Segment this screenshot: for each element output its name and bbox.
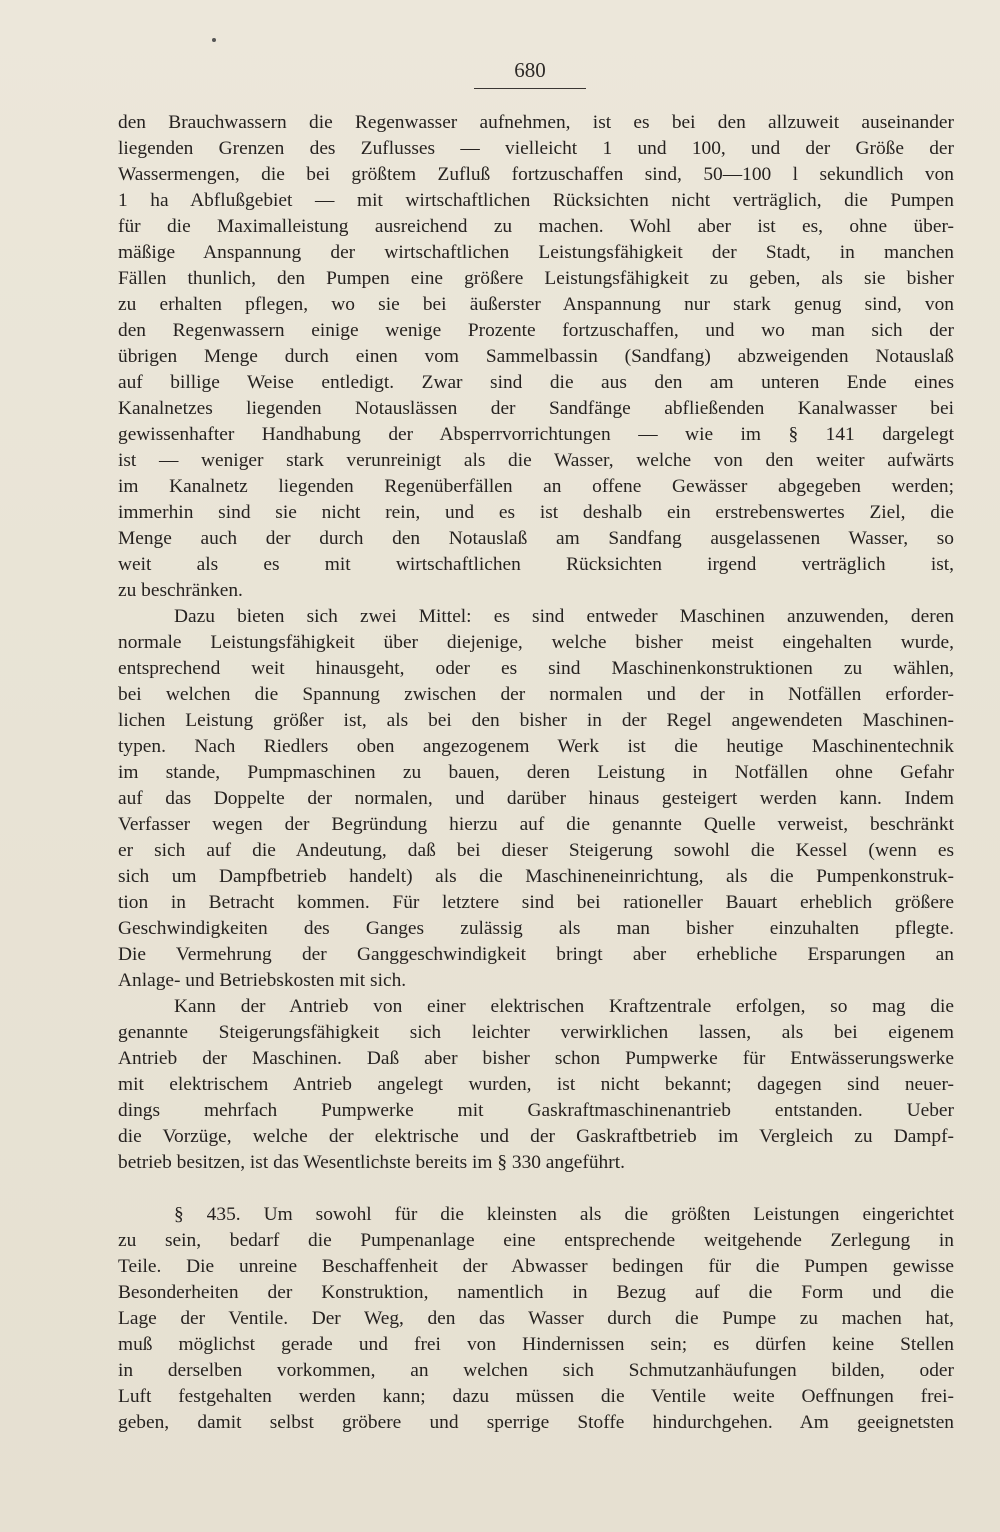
text-line: Wassermengen, die bei größtem Zufluß fortzuschaffen sind, 50—100 l sekundlich von bbox=[118, 164, 954, 185]
text-line: Die Vermehrung der Ganggeschwindigkeit bringt aber erhebliche Ersparungen an bbox=[118, 944, 954, 965]
text-line: Teile. Die unreine Beschaffenheit der Abwasser bedingen für die Pumpen gewisse bbox=[118, 1256, 954, 1277]
text-line: in derselben vorkommen, an welchen sich Schmutzanhäufungen bilden, oder bbox=[118, 1360, 954, 1381]
text-line: muß möglichst gerade und frei von Hindernissen sein; es dürfen keine Stellen bbox=[118, 1334, 954, 1355]
text-line: ist — weniger stark verunreinigt als die Wasser, welche von den weiter aufwärts bbox=[118, 450, 954, 471]
paragraph-gap bbox=[118, 1176, 954, 1202]
text-line: die Vorzüge, welche der elektrische und der Gaskraftbetrieb im Vergleich zu Dampf- bbox=[118, 1126, 954, 1147]
page-number-rule bbox=[474, 88, 586, 89]
text-line: gewissenhafter Handhabung der Absperrvorrichtungen — wie im § 141 dargelegt bbox=[118, 424, 954, 445]
text-line: übrigen Menge durch einen vom Sammelbassin (Sandfang) abzweigenden Notauslaß bbox=[118, 346, 954, 367]
text-line: geben, damit selbst gröbere und sperrige Stoffe hindurchgehen. Am geeignetsten bbox=[118, 1412, 954, 1433]
text-line: zu beschränken. bbox=[118, 580, 243, 601]
text-line: im stande, Pumpmaschinen zu bauen, deren Leistung in Notfällen ohne Gefahr bbox=[118, 762, 954, 783]
paragraph bbox=[118, 1202, 954, 1436]
text-line: Anlage- und Betriebskosten mit sich. bbox=[118, 970, 407, 991]
text-line: liegenden Grenzen des Zuflusses — vielleicht 1 und 100, und der Größe der bbox=[118, 138, 954, 159]
text-line: Fällen thunlich, den Pumpen eine größere Leistungsfähigkeit zu geben, als sie bisher bbox=[118, 268, 954, 289]
text-line: zu erhalten pflegen, wo sie bei äußerster Anspannung nur stark genug sind, von bbox=[118, 294, 954, 315]
text-line: Dazu bieten sich zwei Mittel: es sind entweder Maschinen anzuwenden, deren bbox=[174, 606, 954, 627]
page-number: 680 bbox=[514, 58, 546, 82]
text-line: Geschwindigkeiten des Ganges zulässig als man bisher einzuhalten pflegte. bbox=[118, 918, 954, 939]
text-line: Verfasser wegen der Begründung hierzu auf die genannte Quelle verweist, beschränkt bbox=[118, 814, 954, 835]
text-line: Lage der Ventile. Der Weg, den das Wasser durch die Pumpe zu machen hat, bbox=[118, 1308, 954, 1329]
text-line: Antrieb der Maschinen. Daß aber bisher schon Pumpwerke für Entwässerungswerke bbox=[118, 1048, 954, 1069]
text-line: für die Maximalleistung ausreichend zu machen. Wohl aber ist es, ohne über- bbox=[118, 216, 954, 237]
text-line: Besonderheiten der Konstruktion, namentlich in Bezug auf die Form und die bbox=[118, 1282, 954, 1303]
text-line: auf billige Weise entledigt. Zwar sind die aus den am unteren Ende eines bbox=[118, 372, 954, 393]
text-line: Kann der Antrieb von einer elektrischen Kraftzentrale erfolgen, so mag die bbox=[174, 996, 954, 1017]
text-line: normale Leistungsfähigkeit über diejenige, welche bisher meist eingehalten wurde, bbox=[118, 632, 954, 653]
paragraph bbox=[118, 994, 954, 1176]
text-line: betrieb besitzen, ist das Wesentlichste bereits im § 330 angeführt. bbox=[118, 1152, 625, 1173]
text-line: Luft festgehalten werden kann; dazu müssen die Ventile weite Oeffnungen frei- bbox=[118, 1386, 954, 1407]
text-line: er sich auf die Andeutung, daß bei dieser Steigerung sowohl die Kessel (wenn es bbox=[118, 840, 954, 861]
text-line: typen. Nach Riedlers oben angezogenem Werk ist die heutige Maschinentechnik bbox=[118, 736, 954, 757]
body-text bbox=[118, 110, 954, 1436]
text-line: 1 ha Abflußgebiet — mit wirtschaftlichen Rücksichten nicht verträglich, die Pumpen bbox=[118, 190, 954, 211]
text-line: Menge auch der durch den Notauslaß am Sandfang ausgelassenen Wasser, so bbox=[118, 528, 954, 549]
text-line: im Kanalnetz liegenden Regenüberfällen an offene Gewässer abgegeben werden; bbox=[118, 476, 954, 497]
text-line: weit als es mit wirtschaftlichen Rücksichten irgend verträglich ist, bbox=[118, 554, 954, 575]
text-line: mäßige Anspannung der wirtschaftlichen Leistungsfähigkeit der Stadt, in manchen bbox=[118, 242, 954, 263]
text-line: auf das Doppelte der normalen, und darüber hinaus gesteigert werden kann. Indem bbox=[118, 788, 954, 809]
text-line: tion in Betracht kommen. Für letztere sind bei rationeller Bauart erheblich größere bbox=[118, 892, 954, 913]
text-line: den Brauchwassern die Regenwasser aufnehmen, ist es bei den allzuweit auseinander bbox=[118, 112, 954, 133]
text-line: genannte Steigerungsfähigkeit sich leichter verwirklichen lassen, als bei eigenem bbox=[118, 1022, 954, 1043]
paragraph bbox=[118, 604, 954, 994]
text-line: zu sein, bedarf die Pumpenanlage eine entsprechende weitgehende Zerlegung in bbox=[118, 1230, 954, 1251]
text-line: mit elektrischem Antrieb angelegt wurden, ist nicht bekannt; dagegen sind neuer- bbox=[118, 1074, 954, 1095]
text-line: entsprechend weit hinausgeht, oder es sind Maschinenkonstruktionen zu wählen, bbox=[118, 658, 954, 679]
text-line: sich um Dampfbetrieb handelt) als die Maschineneinrichtung, als die Pumpenkonstruk- bbox=[118, 866, 954, 887]
text-line: § 435. Um sowohl für die kleinsten als die größten Leistungen eingerichtet bbox=[174, 1204, 954, 1225]
text-line: immerhin sind sie nicht rein, und es ist deshalb ein erstrebenswertes Ziel, die bbox=[118, 502, 954, 523]
text-line: den Regenwassern einige wenige Prozente fortzuschaffen, und wo man sich der bbox=[118, 320, 954, 341]
text-line: bei welchen die Spannung zwischen der normalen und der in Notfällen erforder- bbox=[118, 684, 954, 705]
speck-mark bbox=[212, 38, 216, 42]
text-line: lichen Leistung größer ist, als bei den bisher in der Regel angewendeten Maschinen- bbox=[118, 710, 954, 731]
text-line: dings mehrfach Pumpwerke mit Gaskraftmaschinenantrieb entstanden. Ueber bbox=[118, 1100, 954, 1121]
text-line: Kanalnetzes liegenden Notauslässen der Sandfänge abfließenden Kanalwasser bei bbox=[118, 398, 954, 419]
paragraph bbox=[118, 110, 954, 604]
